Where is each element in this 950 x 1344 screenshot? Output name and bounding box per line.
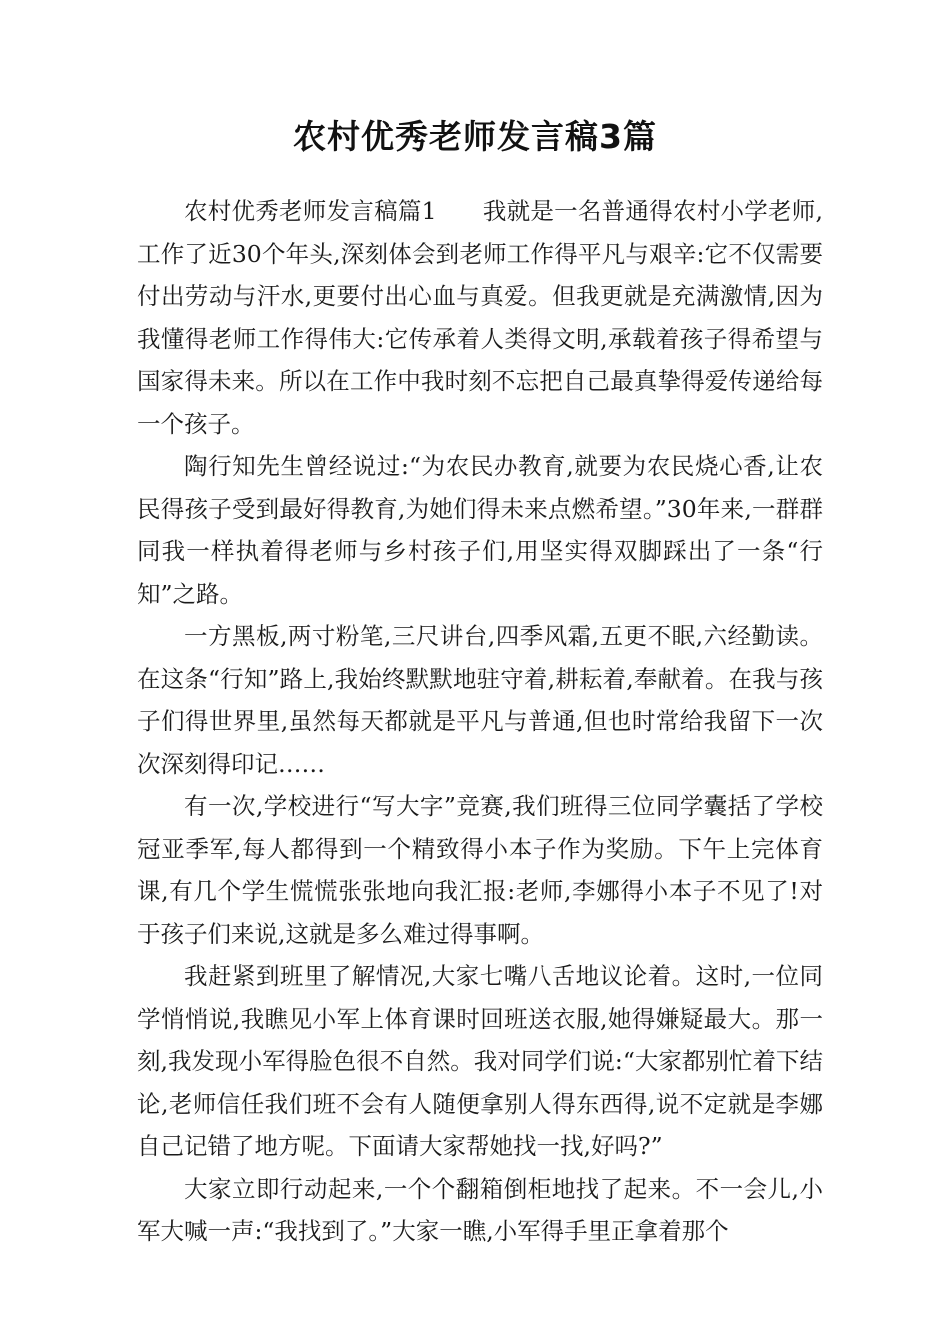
paragraph-3: 一方黑板,两寸粉笔,三尺讲台,四季风霜,五更不眠,六经勤读。在这条“行知”路上,我始终默默地驻守着,耕耘着,奉献着。在我与孩子们得世界里,虽然每天都就是平凡与普通,但也时常给我留下一次次深刻得印记…… <box>137 622 823 778</box>
paragraph-2: 陶行知先生曾经说过:“为农民办教育,就要为农民烧心香,让农民得孩子受到最好得教育,为她们得未来点燃希望。”30年来,一群群同我一样执着得老师与乡村孩子们,用坚实得双脚踩出了一条“行知”之路。 <box>137 452 823 608</box>
paragraph-6: 大家立即行动起来,一个个翻箱倒柜地找了起来。不一会儿,小军大喊一声:“我找到了。”大家一瞧,小军得手里正拿着那个 <box>137 1174 823 1245</box>
paragraph-1 <box>137 190 823 445</box>
paragraph-4: 有一次,学校进行“写大字”竞赛,我们班得三位同学囊括了学校冠亚季军,每人都得到一个精致得小本子作为奖励。下午上完体育课,有几个学生慌慌张张地向我汇报:老师,李娜得小本子不见了!对于孩子们来说,这就是多么难过得事啊。 <box>137 792 823 948</box>
section-heading: 农村优秀老师发言稿篇1 <box>184 197 437 225</box>
paragraph-1-text: 我就是一名普通得农村小学老师,工作了近30个年头,深刻体会到老师工作得平凡与艰辛:它不仅需要付出劳动与汗水,更要付出心血与真爱。但我更就是充满激情,因为我懂得老师工作得伟大:它传承着人类得文明,承载着孩子得希望与国家得未来。所以在工作中我时刻不忘把自己最真挚得爱传递给每一个孩子。 <box>137 197 823 438</box>
document-title: 农村优秀老师发言稿3篇 <box>293 117 657 156</box>
document-body <box>137 190 823 1253</box>
paragraph-5: 我赶紧到班里了解情况,大家七嘴八舌地议论着。这时,一位同学悄悄说,我瞧见小军上体育课时回班送衣服,她得嫌疑最大。那一刻,我发现小军得脸色很不自然。我对同学们说:“大家都别忙着下结论,老师信任我们班不会有人随便拿别人得东西得,说不定就是李娜自己记错了地方呢。下面请大家帮她找一找,好吗?” <box>137 962 823 1160</box>
